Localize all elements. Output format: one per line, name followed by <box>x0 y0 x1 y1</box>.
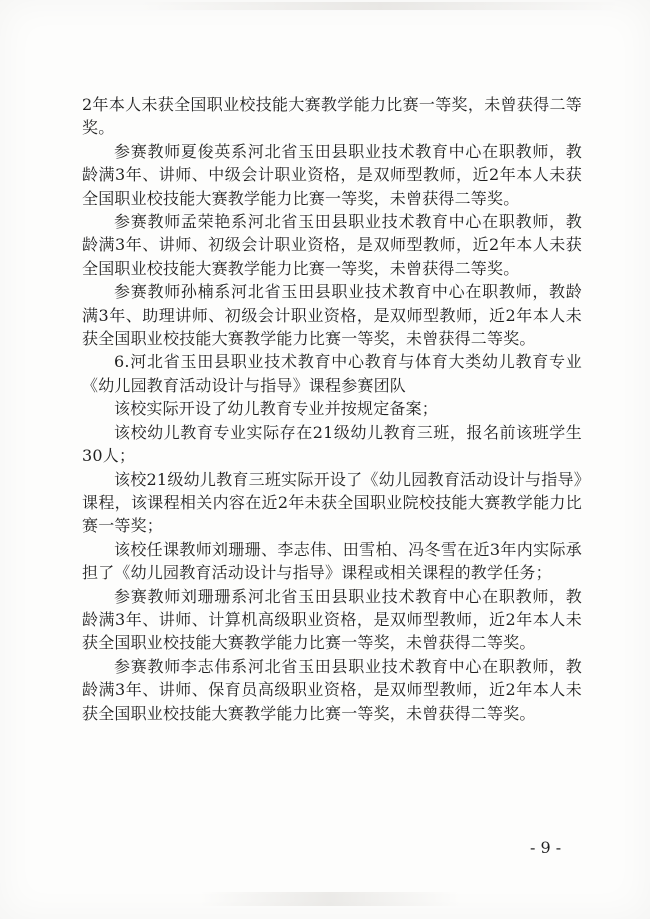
paragraph-teacher-sun-nan: 参赛教师孙楠系河北省玉田县职业技术教育中心在职教师，教龄满3年、助理讲师、初级会计职业资格，是双师型教师，近2年本人未获全国职业校技能大赛教学能力比赛一等奖，未曾获得二等奖。 <box>82 282 582 349</box>
paragraph-teacher-meng-rongyan: 参赛教师孟荣艳系河北省玉田县职业技术教育中心在职教师，教龄满3年、讲师、初级会计职业资格，是双师型教师，近2年本人未获全国职业校技能大赛教学能力比赛一等奖，未曾获得二等奖。 <box>82 212 582 278</box>
paragraph-teacher-li-zhiwei: 参赛教师李志伟系河北省玉田县职业技术教育中心在职教师，教龄满3年、讲师、保育员高级职业资格，是双师型教师，近2年本人未获全国职业校技能大赛教学能力比赛一等奖，未曾获得二等奖。 <box>82 656 582 723</box>
paragraph-award-continuation: 2年本人未获全国职业校技能大赛教学能力比赛一等奖，未曾获得二等奖。 <box>82 95 582 138</box>
paragraph-teacher-liu-shanshan: 参赛教师刘珊珊系河北省玉田县职业技术教育中心在职教师，教龄满3年、讲师、计算机高级职业资格，是双师型教师，近2年本人未获全国职业校技能大赛教学能力比赛一等奖，未曾获得二等奖。 <box>82 586 582 653</box>
scan-artifact-bottom <box>200 892 460 906</box>
section-heading-team-6: 6.河北省玉田县职业技术教育中心教育与体育大类幼儿教育专业《幼儿园教育活动设计与指导》课程参赛团队 <box>82 352 582 395</box>
page-number: - 9 - <box>530 838 562 857</box>
paragraph-teaching-staff: 该校任课教师刘珊珊、李志伟、田雪柏、冯冬雪在近3年内实际承担了《幼儿园教育活动设计与指导》课程或相关课程的教学任务； <box>82 539 582 583</box>
paragraph-major-registered: 该校实际开设了幼儿教育专业并按规定备案； <box>114 399 439 419</box>
scan-artifact-top <box>140 2 620 10</box>
paragraph-course-offered: 该校21级幼儿教育三班实际开设了《幼儿园教育活动设计与指导》课程，该课程相关内容在近2年未获全国职业院校技能大赛教学能力比赛一等奖； <box>82 469 582 536</box>
paragraph-class-students: 该校幼儿教育专业实际存在21级幼儿教育三班，报名前该班学生30人； <box>82 422 582 466</box>
paragraph-teacher-xia-junying: 参赛教师夏俊英系河北省玉田县职业技术教育中心在职教师，教龄满3年、讲师、中级会计职业资格，是双师型教师，近2年本人未获全国职业校技能大赛教学能力比赛一等奖，未曾获得二等奖。 <box>82 141 582 208</box>
document-body <box>82 93 582 725</box>
